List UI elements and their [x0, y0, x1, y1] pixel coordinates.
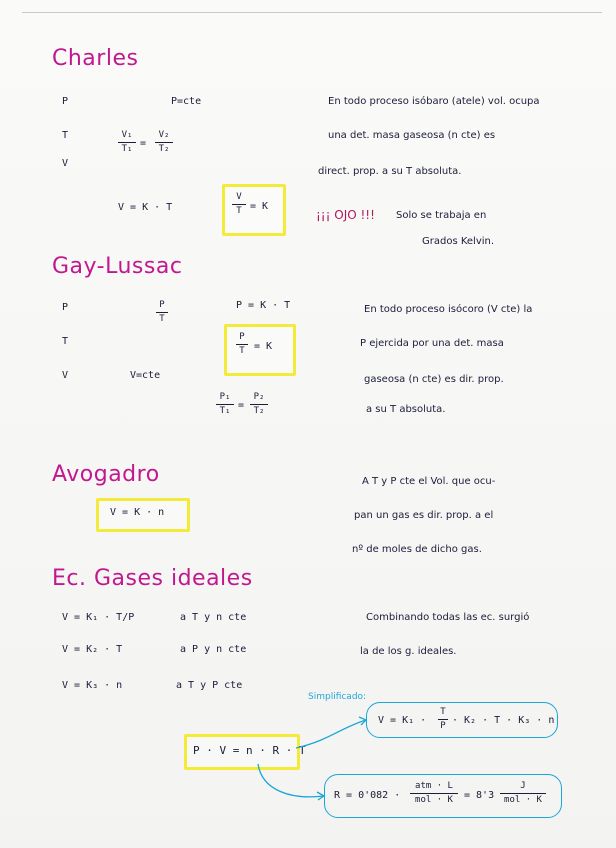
gi-r-num1: atm · L	[415, 781, 453, 791]
charles-v-kt: V = K · T	[118, 202, 173, 213]
gi-text-line2: la de los g. ideales.	[360, 646, 457, 657]
charles-boxed-rhs: = K	[250, 201, 269, 212]
charles-ratio-right-num: V₂	[158, 130, 170, 140]
gi-r-den2: mol · K	[504, 795, 542, 805]
avogadro-text-line2: pan un gas es dir. prop. a el	[354, 510, 494, 521]
charles-boxed-den: T	[236, 206, 242, 216]
charles-note-line2: Grados Kelvin.	[422, 236, 495, 247]
gl-eq-left-den: T₁	[219, 406, 231, 416]
gi-simplificado-den: P	[440, 721, 446, 731]
gi-r-den1: mol · K	[415, 795, 453, 805]
gi-row1-left: V = K₁ · T/P	[62, 612, 135, 623]
gl-eq-right-num: P₂	[253, 392, 265, 402]
avogadro-boxed-eq: V = K · n	[110, 507, 165, 518]
gi-row3-right: a T y P cte	[176, 680, 243, 691]
gl-text-line4: a su T absoluta.	[366, 404, 446, 415]
gi-simplificado-num: T	[440, 707, 446, 717]
gl-text-line2: P ejercida por una det. masa	[360, 338, 504, 349]
avogadro-heading: Avogadro	[52, 462, 160, 487]
gl-var-p: P	[62, 302, 69, 313]
charles-ratio-eq: =	[140, 138, 147, 149]
gl-boxed-rhs: = K	[254, 341, 273, 352]
gases-ideales-heading: Ec. Gases ideales	[52, 566, 253, 591]
gi-ideal-equation: P · V = n · R · T	[193, 744, 306, 757]
gl-eq-mid: =	[238, 400, 245, 411]
charles-boxed-num: V	[236, 192, 242, 202]
charles-var-v: V	[62, 158, 69, 169]
charles-note-line1: Solo se trabaja en	[396, 210, 487, 221]
charles-var-p: P	[62, 96, 69, 107]
charles-heading: Charles	[52, 46, 139, 71]
gi-simplificado-label: Simplificado:	[308, 692, 367, 702]
charles-text-line3: direct. prop. a su T absoluta.	[318, 166, 462, 177]
simplificado-arrow	[296, 720, 366, 748]
charles-text-line2: una det. masa gaseosa (n cte) es	[328, 130, 496, 141]
gi-simplificado-prefix: V = K₁ ·	[378, 715, 427, 726]
charles-warning: ¡¡¡ OJO !!!	[316, 208, 375, 222]
gi-row1-right: a T y n cte	[180, 612, 247, 623]
charles-var-t: T	[62, 130, 69, 141]
gi-row2-left: V = K₂ · T	[62, 644, 123, 655]
gay-lussac-heading: Gay-Lussac	[52, 254, 183, 279]
gi-text-line1: Combinando todas las ec. surgió	[366, 612, 530, 623]
gi-r-mid: = 8'3	[464, 790, 495, 801]
charles-ratio-right-den: T₂	[158, 144, 170, 154]
gl-text-line3: gaseosa (n cte) es dir. prop.	[364, 374, 504, 385]
r-arrow	[258, 764, 324, 797]
gl-eq-right-den: T₂	[253, 406, 265, 416]
charles-ratio-left-den: T₁	[121, 144, 133, 154]
charles-p-cte: P=cte	[171, 96, 202, 107]
gi-r-prefix: R = 0'082 ·	[334, 790, 401, 801]
gi-simplificado-suffix: · K₂ · T · K₃ · n	[452, 715, 555, 726]
avogadro-text-line3: nº de moles de dicho gas.	[352, 544, 482, 555]
gi-r-num2: J	[520, 781, 526, 791]
gl-boxed-den: T	[239, 346, 245, 356]
gl-eq-left-num: P₁	[219, 392, 231, 402]
gl-v-cte: V=cte	[130, 370, 161, 381]
gi-row3-left: V = K₃ · n	[62, 680, 123, 691]
gl-boxed-num: P	[239, 332, 245, 342]
gi-row2-right: a P y n cte	[180, 644, 247, 655]
gl-frac-den: T	[159, 314, 165, 324]
gl-var-t: T	[62, 336, 69, 347]
gl-frac-num: P	[159, 300, 165, 310]
charles-text-line1: En todo proceso isóbaro (atele) vol. ocupa	[328, 96, 540, 107]
gl-text-line1: En todo proceso isócoro (V cte) la	[364, 304, 533, 315]
gl-var-v: V	[62, 370, 69, 381]
gl-p-kt: P = K · T	[236, 300, 291, 311]
avogadro-text-line1: A T y P cte el Vol. que ocu-	[362, 476, 496, 487]
charles-ratio-left-num: V₁	[121, 130, 133, 140]
